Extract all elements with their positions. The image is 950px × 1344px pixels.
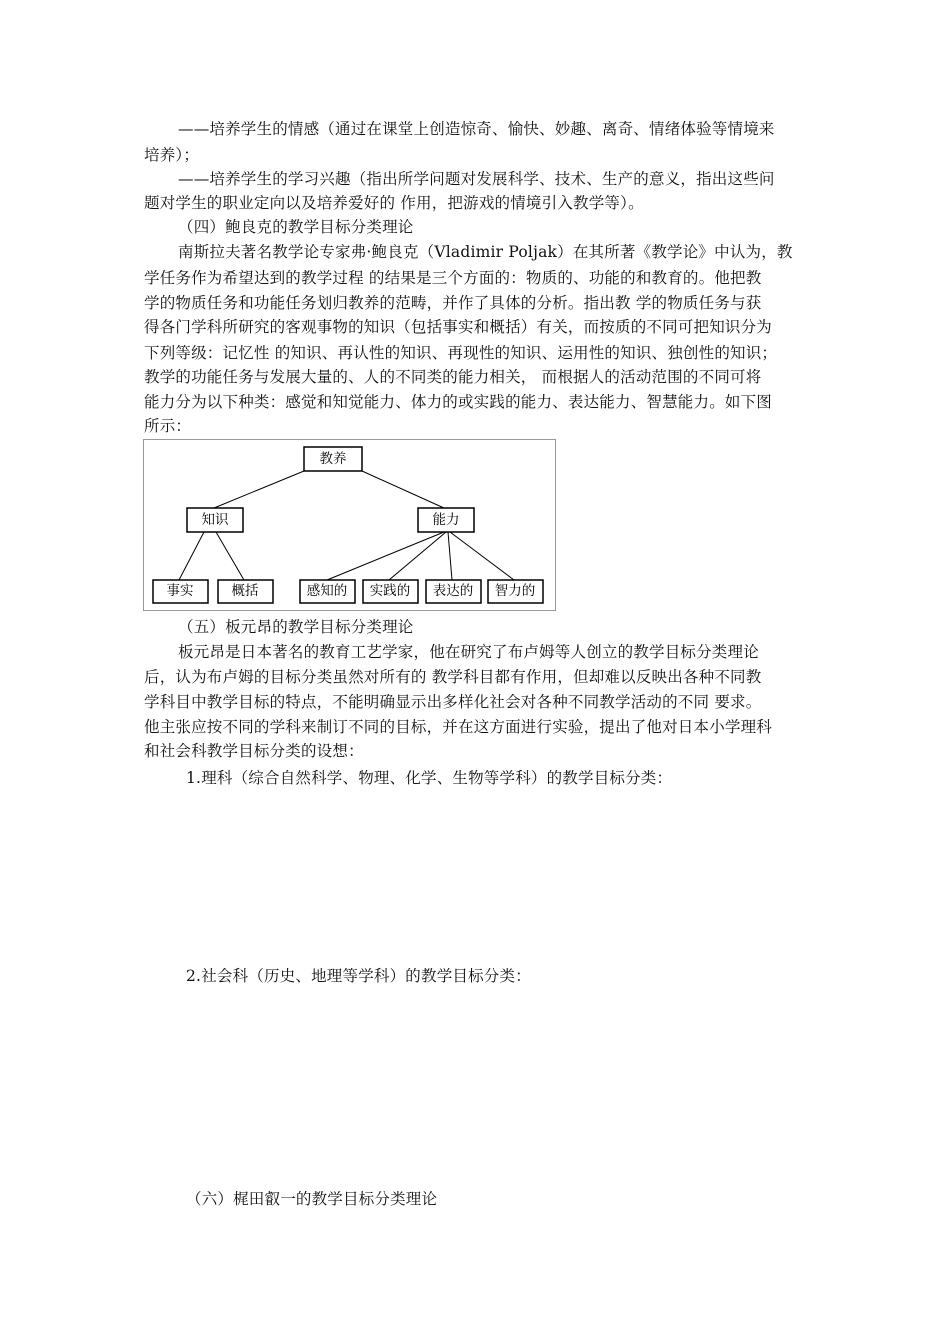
node-expressive-label: 表达的 bbox=[432, 583, 474, 599]
node-root bbox=[304, 447, 362, 471]
node-perceptual bbox=[300, 580, 355, 603]
edge-ability-perceptual bbox=[327, 532, 444, 580]
text-line: 和社会科教学目标分类的设想： bbox=[144, 742, 364, 760]
text-line: 下列等级：记忆性 的知识、再认性的知识、再现性的知识、运用性的知识、独创性的知识； bbox=[144, 344, 778, 362]
text-line: 得各门学科所研究的客观事物的知识（包括事实和概括）有关，而按质的不同可把知识分为 bbox=[144, 318, 773, 336]
node-root-label: 教养 bbox=[319, 451, 347, 467]
subsection-heading: 2.社会科（历史、地理等学科）的教学目标分类： bbox=[186, 967, 531, 985]
edge-knowledge-generalization bbox=[216, 532, 244, 580]
node-intellectual-label: 智力的 bbox=[494, 583, 536, 599]
edge-ability-expressive bbox=[448, 532, 452, 580]
edge-ability-intellectual bbox=[450, 532, 514, 580]
text-line: 教学的功能任务与发展大量的、人的不同类的能力相关， 而根据人的活动范围的不同可将 bbox=[144, 368, 762, 386]
node-fact bbox=[153, 580, 208, 603]
text-line: 学科目中教学目标的特点，不能明确显示出多样化社会对各种不同教学活动的不同 要求。 bbox=[144, 693, 762, 711]
section-heading: （六）梶田叡一的教学目标分类理论 bbox=[186, 1190, 438, 1208]
subsection-heading: 1.理科（综合自然科学、物理、化学、生物等学科）的教学目标分类： bbox=[186, 769, 673, 787]
edge-knowledge-fact bbox=[179, 532, 204, 580]
text-line: 题对学生的职业定向以及培养爱好的 作用，把游戏的情境引入教学等）。 bbox=[144, 194, 644, 212]
tree-svg bbox=[144, 440, 555, 610]
cultivation-tree-diagram bbox=[143, 439, 556, 611]
node-knowledge bbox=[187, 508, 243, 532]
section-heading: （四）鲍良克的教学目标分类理论 bbox=[178, 218, 414, 236]
text-line: 板元昂是日本著名的教育工艺学家，他在研究了布卢姆等人创立的教学目标分类理论 bbox=[178, 643, 759, 661]
text-line: 学任务作为希望达到的教学过程 的结果是三个方面的：物质的、功能的和教育的。他把教 bbox=[144, 269, 762, 287]
text-line: 学的物质任务和功能任务划归教养的范畴，并作了具体的分析。指出教 学的物质任务与获 bbox=[144, 294, 762, 312]
text-line: 培养）； bbox=[144, 146, 200, 164]
node-knowledge-label: 知识 bbox=[201, 512, 229, 528]
text-line: 他主张应按不同的学科来制订不同的目标，并在这方面进行实验，提出了他对日本小学理科 bbox=[144, 718, 773, 736]
node-ability bbox=[418, 508, 474, 532]
text-line: ——培养学生的学习兴趣（指出所学问题对发展科学、技术、生产的意义，指出这些问 bbox=[178, 170, 775, 188]
node-generalization-label: 概括 bbox=[231, 583, 259, 599]
node-expressive bbox=[426, 580, 481, 603]
node-practical bbox=[363, 580, 418, 603]
node-generalization bbox=[218, 580, 273, 603]
text-line: 能力分为以下种类：感觉和知觉能力、体力的或实践的能力、表达能力、智慧能力。如下图 bbox=[144, 393, 773, 411]
node-practical-label: 实践的 bbox=[369, 583, 411, 599]
node-intellectual bbox=[488, 580, 543, 603]
text-line: 后，认为布卢姆的目标分类虽然对所有的 教学科目都有作用，但却难以反映出各种不同教 bbox=[144, 668, 762, 686]
node-ability-label: 能力 bbox=[432, 512, 460, 528]
edge-ability-practical bbox=[389, 532, 446, 580]
text-line: 南斯拉夫著名教学论专家弗·鲍良克（Vladimir Poljak）在其所著《教学论》中认为，教 bbox=[178, 243, 793, 261]
node-perceptual-label: 感知的 bbox=[306, 583, 348, 599]
edge-root-knowledge bbox=[214, 471, 304, 508]
edge-root-ability bbox=[362, 471, 444, 508]
text-line: ——培养学生的情感（通过在课堂上创造惊奇、愉快、妙趣、离奇、情绪体验等情境来 bbox=[178, 120, 775, 138]
text-line: 所示： bbox=[144, 417, 192, 435]
section-heading: （五）板元昂的教学目标分类理论 bbox=[178, 618, 414, 636]
node-fact-label: 事实 bbox=[166, 583, 194, 599]
